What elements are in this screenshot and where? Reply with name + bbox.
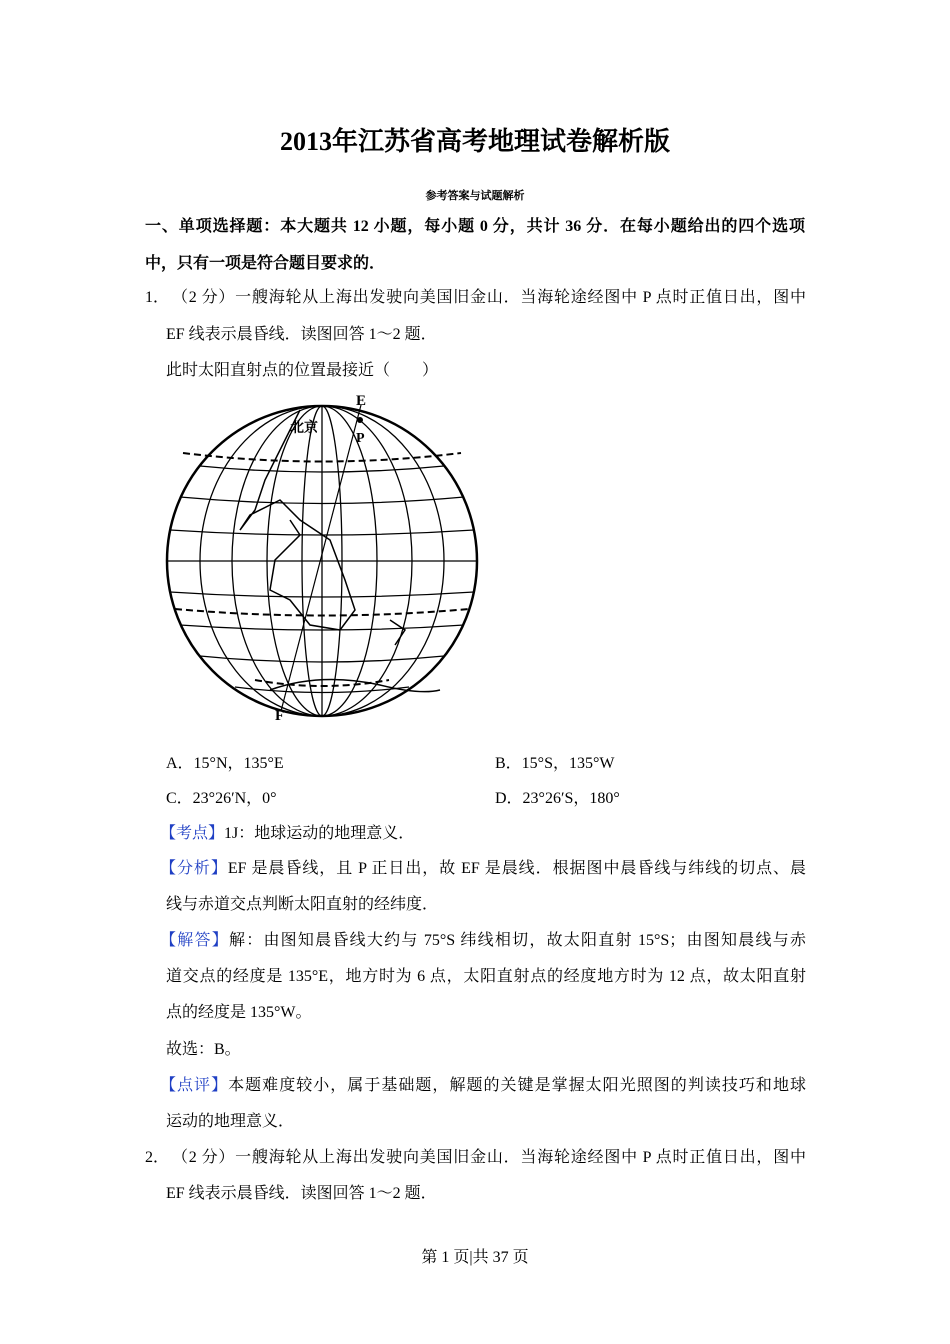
label-f: F [275, 708, 285, 724]
dianping-tag: 【点评】 [160, 1077, 229, 1094]
q1-number: 1． [145, 289, 170, 306]
kaodian-row [160, 824, 414, 844]
globe-grid [167, 405, 477, 716]
q2-line1: （2 分）一艘海轮从上海出发驶向美国旧金山．当海轮途经图中 P 点时正值日出，图中 [172, 1149, 806, 1166]
document-subtitle: 参考答案与试题解析 [425, 190, 525, 202]
section-heading-line2: 中，只有一项是符合题目要求的． [145, 255, 386, 272]
dianping-line2: 运动的地理意义． [166, 1113, 295, 1130]
point-p [357, 417, 363, 423]
fenxi-line1 [160, 859, 806, 879]
globe-figure [160, 390, 490, 725]
q2-line2: EF 线表示晨昏线．读图回答 1～2 题． [166, 1185, 437, 1202]
kaodian-text: 1J：地球运动的地理意义． [224, 825, 415, 842]
dianping-line1 [160, 1076, 806, 1096]
option-d: D．23°26′S，180° [495, 790, 620, 807]
label-p: P [356, 431, 365, 446]
fenxi-tag: 【分析】 [160, 860, 228, 877]
kaodian-tag: 【考点】 [160, 825, 225, 842]
dianping-text: 本题难度较小，属于基础题，解题的关键是掌握太阳光照图的判读技巧和地球 [228, 1077, 806, 1094]
q1-line3: 此时太阳直射点的位置最接近（ ） [166, 362, 439, 379]
terminator-line-ef [281, 405, 361, 711]
fenxi-line2: 线与赤道交点判断太阳直射的经纬度． [166, 896, 439, 913]
jieda-text: 解：由图知晨昏线大约与 75°S 纬线相切，故太阳直射 15°S；由图知晨线与赤 [228, 932, 806, 949]
jieda-line3: 点的经度是 135°W。 [166, 1004, 312, 1021]
jieda-tag: 【解答】 [160, 932, 229, 949]
section-heading-line1: 一、单项选择题：本大题共 12 小题，每小题 0 分，共计 36 分．在每小题给出的四个选项 [145, 218, 805, 235]
option-b: B．15°S，135°W [495, 755, 615, 772]
label-beijing: 北京 [290, 421, 318, 436]
jieda-line1 [160, 931, 806, 951]
page-footer: 第 1 页|共 37 页 [421, 1249, 529, 1266]
option-a: A．15°N，135°E [166, 755, 284, 772]
q1-line2: EF 线表示晨昏线．读图回答 1～2 题． [166, 326, 437, 343]
jieda-line2: 道交点的经度是 135°E，地方时为 6 点，太阳直射点的经度地方时为 12 点，故太阳直射 [166, 968, 806, 985]
q1-line1: （2 分）一艘海轮从上海出发驶向美国旧金山．当海轮途经图中 P 点时正值日出，图中 [172, 289, 806, 306]
label-e: E [356, 393, 367, 409]
answer-choice: 故选：B。 [166, 1041, 241, 1058]
fenxi-text: EF 是晨昏线，且 P 正日出，故 EF 是晨线．根据图中晨昏线与纬线的切点、晨 [227, 860, 806, 877]
document-title: 2013年江苏省高考地理试卷解析版 [279, 127, 670, 156]
option-c: C．23°26′N，0° [166, 790, 277, 807]
q2-number: 2． [145, 1149, 170, 1166]
